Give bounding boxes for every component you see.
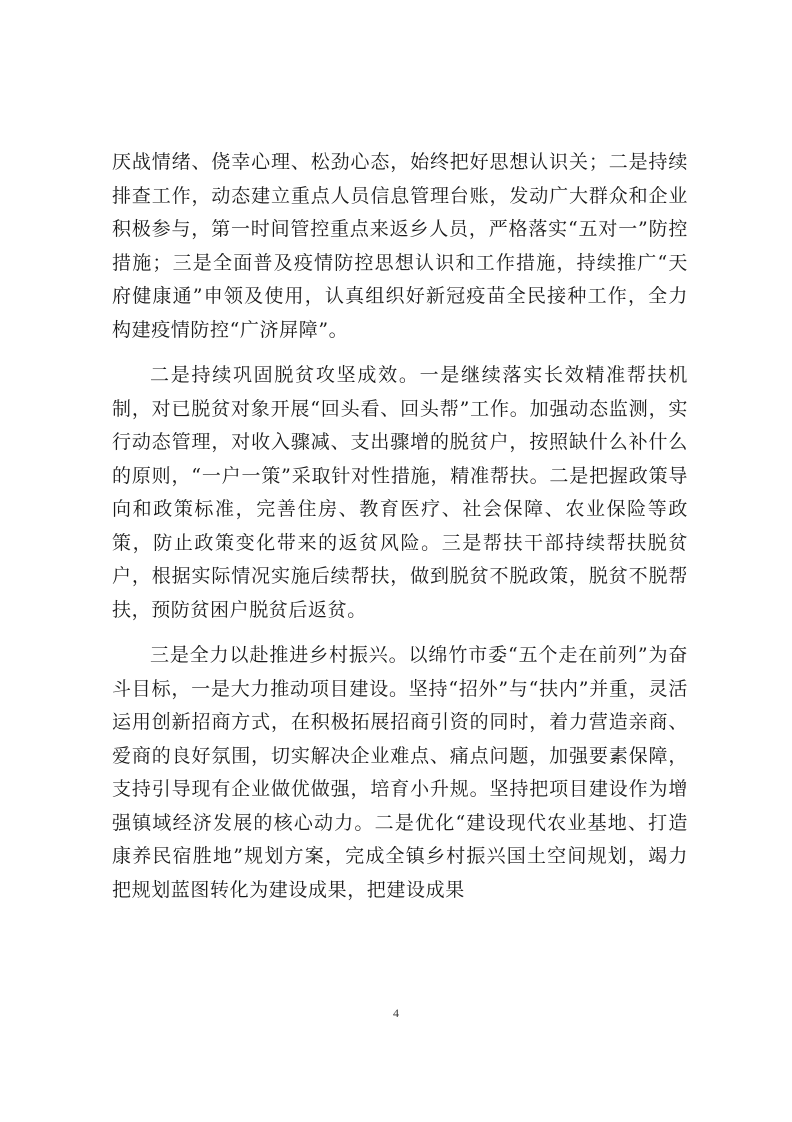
paragraph-poverty-alleviation: 二是持续巩固脱贫攻坚成效。一是继续落实长效精准帮扶机制，对已脱贫对象开展“回头看、回头帮”工作。加强动态监测，实行动态管理，对收入骤减、支出骤增的脱贫户，按照缺什么补什么的原则，“一户一策”采取针对性措施，精准帮扶。二是把握政策导向和政策标准，完善住房、教育医疗、社会保障、农业保险等政策，防止政策变化带来的返贫风险。三是帮扶干部持续帮扶脱贫户，根据实际情况实施后续帮扶，做到脱贫不脱政策，脱贫不脱帮扶，预防贫困户脱贫后返贫。 [112, 364, 688, 621]
paragraph-rural-revitalization: 三是全力以赴推进乡村振兴。以绵竹市委“五个走在前列”为奋斗目标，一是大力推动项目建设。坚持“招外”与“扶内”并重，灵活运用创新招商方式，在积极拓展招商引资的同时，着力营造亲商、爱商的良好氛围，切实解决企业难点、痛点问题，加强要素保障，支持引导现有企业做优做强，培育小升规。坚持把项目建设作为增强镇域经济发展的核心动力。二是优化“建设现代农业基地、打造康养民宿胜地”规划方案，完成全镇乡村振兴国土空间规划，竭力把规划蓝图转化为建设成果，把建设成果 [112, 644, 688, 901]
page-number: 4 [393, 1006, 399, 1020]
paragraph-continuation: 厌战情绪、侥幸心理、松劲心态，始终把好思想认识关；二是持续排查工作，动态建立重点人员信息管理台账，发动广大群众和企业积极参与，第一时间管控重点来返乡人员，严格落实“五对一”防控措施；三是全面普及疫情防控思想认识和工作措施，持续推广“天府健康通”申领及使用，认真组织好新冠疫苗全民接种工作，全力构建疫情防控“广济屏障”。 [112, 151, 688, 341]
document-body [112, 146, 688, 919]
